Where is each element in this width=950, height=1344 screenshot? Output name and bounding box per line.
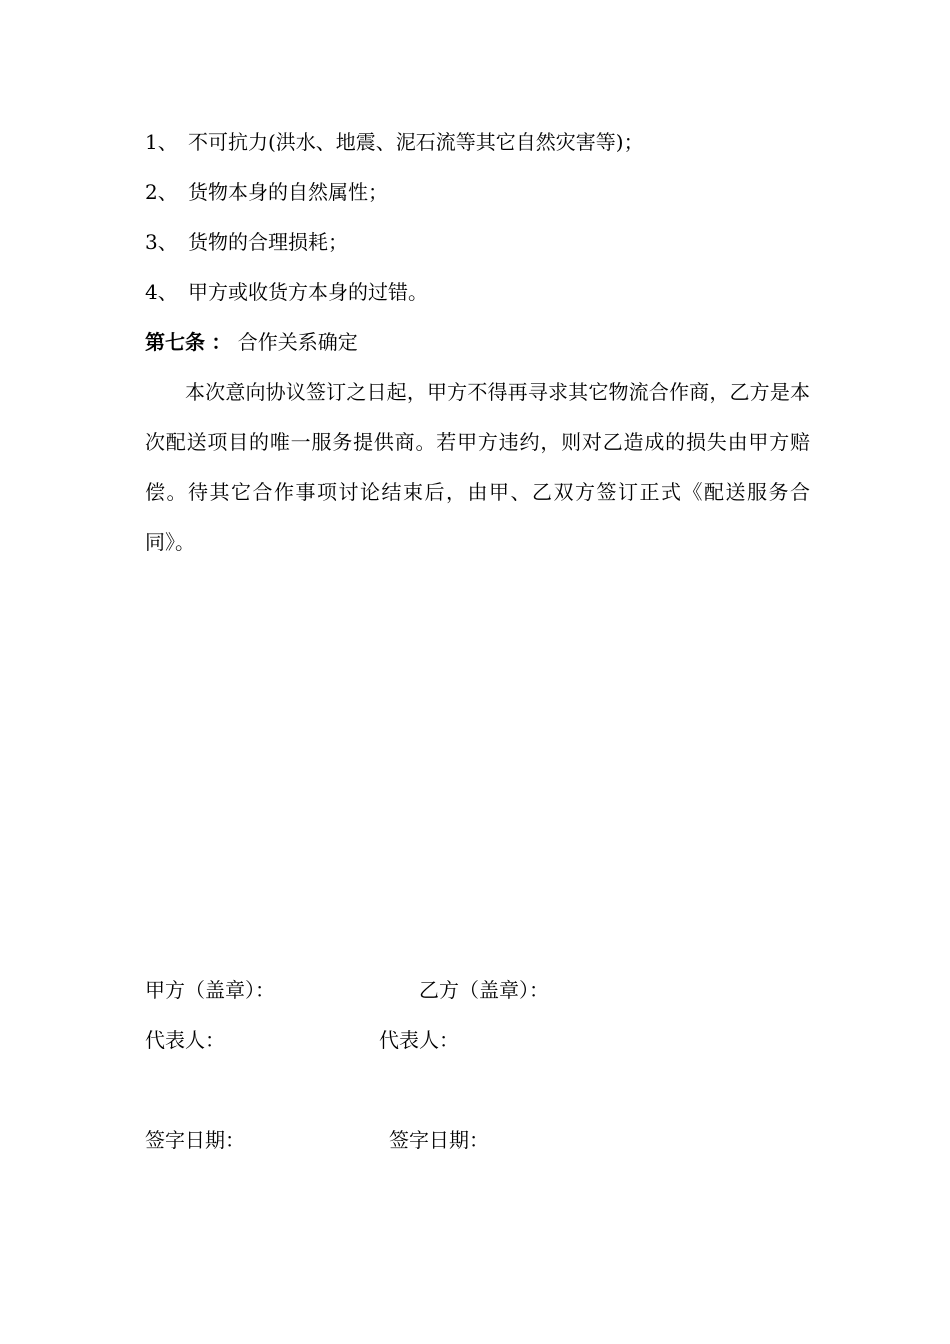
list-number: 4、 bbox=[145, 280, 178, 304]
list-number: 2、 bbox=[145, 180, 178, 204]
list-item-3 bbox=[145, 228, 348, 256]
party-b-sign-date: 签字日期： bbox=[389, 1128, 489, 1152]
article-body: 本次意向协议签订之日起，甲方不得再寻求其它物流合作商，乙方是本次配送项目的唯一服务提供商。若甲方违约，则对乙造成的损失由甲方赔偿。待其它合作事项讨论结束后，由甲、乙双方签订正式《配送服务合同》。 bbox=[145, 380, 810, 554]
article-colon: ： bbox=[211, 330, 232, 354]
party-b-representative: 代表人： bbox=[379, 1028, 459, 1052]
list-text: 货物本身的自然属性； bbox=[188, 180, 388, 204]
article-label: 第七条 bbox=[145, 330, 205, 354]
party-b-seal: 乙方（盖章）： bbox=[419, 978, 549, 1002]
list-text: 货物的合理损耗； bbox=[188, 230, 348, 254]
list-text: 不可抗力(洪水、地震、泥石流等其它自然灾害等)； bbox=[188, 130, 644, 154]
list-number: 1、 bbox=[145, 130, 178, 154]
party-a-sign-date: 签字日期： bbox=[145, 1128, 245, 1152]
party-a-representative: 代表人： bbox=[145, 1028, 225, 1052]
article-heading bbox=[145, 328, 358, 356]
list-item-4 bbox=[145, 278, 428, 306]
list-text: 甲方或收货方本身的过错。 bbox=[188, 280, 428, 304]
article-title: 合作关系确定 bbox=[237, 330, 358, 354]
party-a-seal: 甲方（盖章）： bbox=[145, 978, 275, 1002]
list-item-2 bbox=[145, 178, 388, 206]
list-item-1 bbox=[145, 128, 644, 156]
list-number: 3、 bbox=[145, 230, 178, 254]
